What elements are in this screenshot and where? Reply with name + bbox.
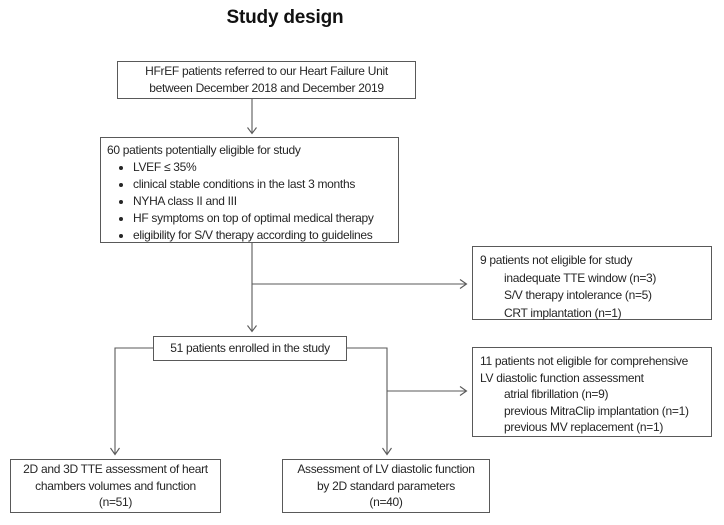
arrow-enrolled-to-tte [111, 348, 154, 455]
excluded-study-item-tte-window: inadequate TTE window (n=3) [504, 270, 657, 285]
arrow-branch-to-excluded-diastolic [387, 387, 467, 396]
box-eligible-heading: 60 patients potentially eligible for study [107, 143, 301, 157]
criteria-stable-conditions: • clinical stable conditions in the last 3 months [133, 176, 392, 193]
excluded-diastolic-item-afib: atrial fibrillation (n=9) [504, 387, 609, 401]
arrow-referral-to-eligible [248, 99, 257, 134]
box-enrolled [153, 336, 347, 361]
box-excluded-diastolic [472, 347, 712, 437]
criteria-hf-symptoms: • HF symptoms on top of optimal medical therapy [133, 210, 392, 227]
excluded-study-item-sv-intolerance: S/V therapy intolerance (n=5) [504, 288, 652, 302]
box-diastolic-assessment [282, 459, 490, 513]
excluded-diastolic-item-mv-replacement: previous MV replacement (n=1) [504, 420, 664, 434]
arrow-eligible-to-enrolled [248, 243, 257, 332]
criteria-nyha: • NYHA class II and III [133, 193, 392, 210]
box-diastolic-line-2: by 2D standard parameters [317, 478, 455, 493]
box-excluded-diastolic-heading-1: 11 patients not eligible for comprehensive [480, 354, 688, 368]
arrow-branch-to-excluded-study [252, 280, 467, 289]
excluded-study-item-crt: CRT implantation (n=1) [504, 305, 622, 320]
criteria-lvef: • LVEF ≤ 35% [133, 159, 392, 176]
box-tte-line-3: (n=51) [98, 495, 133, 510]
box-tte-line-1: 2D and 3D TTE assessment of heart [23, 462, 208, 477]
box-tte-line-2: chambers volumes and function [35, 478, 196, 493]
box-excluded-study [472, 246, 712, 320]
box-diastolic-line-1: Assessment of LV diastolic function [297, 462, 475, 477]
box-diastolic-line-3: (n=40) [369, 495, 403, 510]
box-enrolled-text: 51 patients enrolled in the study [170, 341, 330, 355]
box-referral-line-1: HFrEF patients referred to our Heart Failure Unit [145, 64, 388, 78]
eligibility-criteria-list [107, 159, 392, 244]
box-eligible [100, 137, 399, 243]
box-excluded-study-heading: 9 patients not eligible for study [480, 253, 633, 267]
page-title: Study design [226, 7, 344, 28]
box-referral [117, 61, 416, 99]
criteria-sv-eligibility: • eligibility for S/V therapy according to guidelines [133, 227, 392, 244]
box-tte-assessment [10, 459, 221, 513]
excluded-diastolic-item-mitraclip: previous MitraClip implantation (n=1) [504, 403, 689, 418]
arrow-enrolled-to-diastolic [347, 348, 392, 455]
box-excluded-diastolic-heading-2: LV diastolic function assessment [480, 370, 644, 385]
box-referral-line-2: between December 2018 and December 2019 [149, 81, 384, 95]
